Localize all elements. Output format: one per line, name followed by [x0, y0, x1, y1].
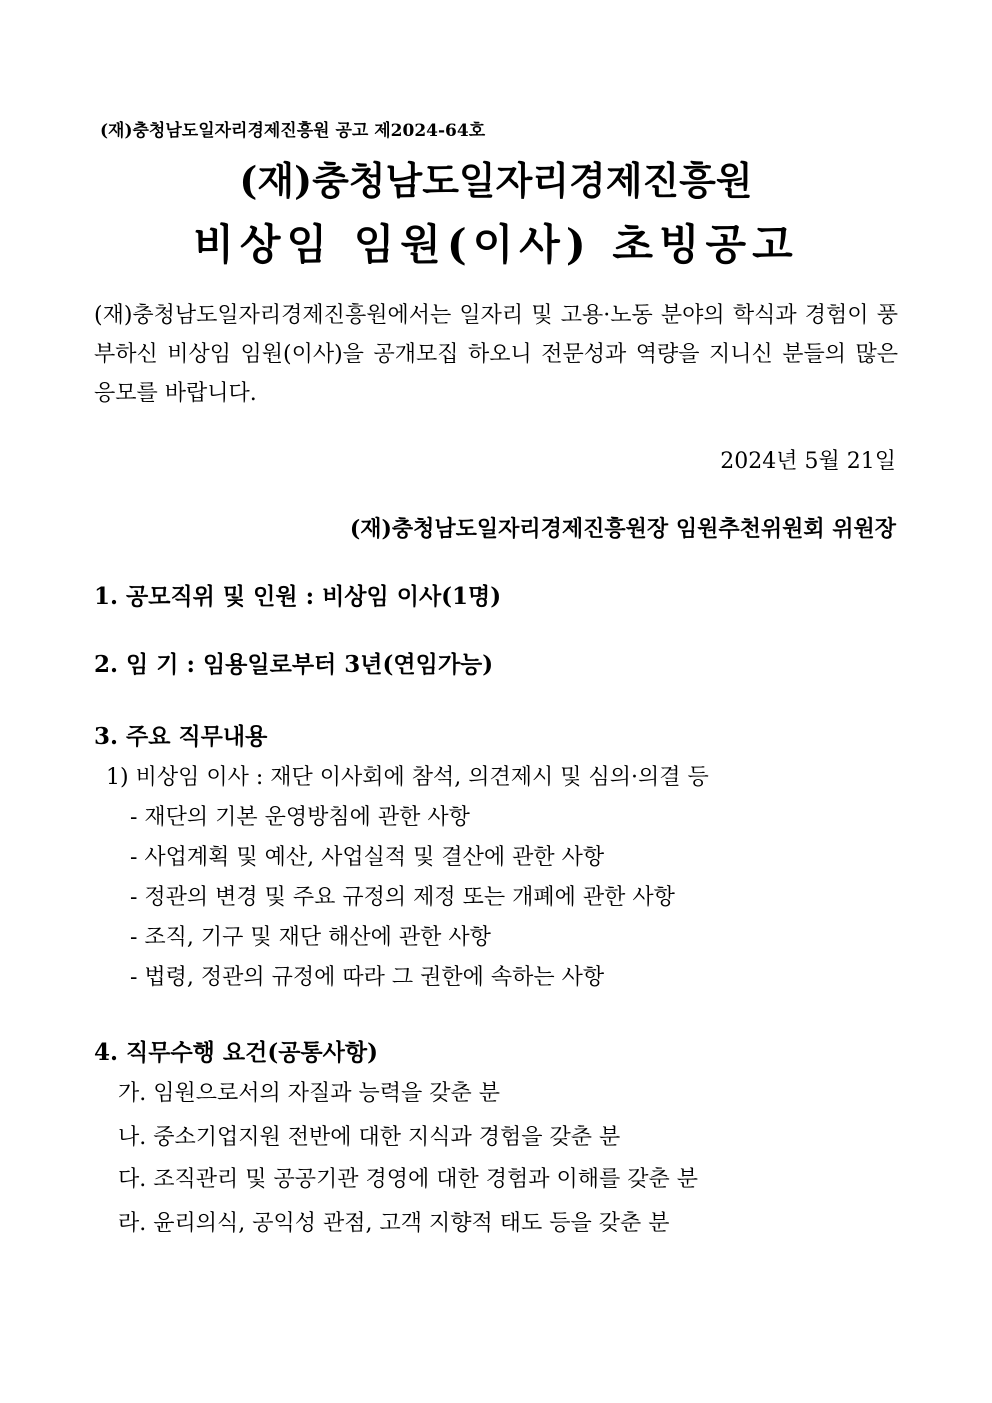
section-3-item: - 법령, 정관의 규정에 따라 그 권한에 속하는 사항: [130, 965, 605, 990]
section-4-item: 라. 윤리의식, 공익성 관점, 고객 지향적 태도 등을 갖춘 분: [118, 1211, 670, 1236]
section-4-item: 나. 중소기업지원 전반에 대한 지식과 경험을 갖춘 분: [118, 1125, 621, 1150]
notice-number: (재)충청남도일자리경제진흥원 공고 제2024-64호: [100, 121, 486, 141]
section-3-item: - 사업계획 및 예산, 사업실적 및 결산에 관한 사항: [130, 845, 605, 870]
section-4-heading: 4. 직무수행 요건(공통사항): [94, 1039, 378, 1066]
section-3-item: - 정관의 변경 및 주요 규정의 제정 또는 개폐에 관한 사항: [130, 885, 675, 910]
section-3-heading: 3. 주요 직무내용: [94, 723, 268, 750]
title-organization: (재)충청남도일자리경제진흥원: [239, 158, 753, 203]
section-4-item: 다. 조직관리 및 공공기관 경영에 대한 경험과 이해를 갖춘 분: [118, 1167, 698, 1192]
section-3-item: - 재단의 기본 운영방침에 관한 사항: [130, 805, 470, 830]
section-1-heading: 1. 공모직위 및 인원 : 비상임 이사(1명): [94, 583, 502, 610]
title-announcement: 비상임 임원(이사) 초빙공고: [193, 220, 799, 269]
section-4-item: 가. 임원으로서의 자질과 능력을 갖춘 분: [118, 1081, 500, 1106]
intro-paragraph: (재)충청남도일자리경제진흥원에서는 일자리 및 고용·노동 분야의 학식과 경험이 풍부하신 비상임 임원(이사)을 공개모집 하오니 전문성과 역량을 지니신 분들의 많은 응모를 바랍니다.: [94, 303, 898, 406]
section-3-item: - 조직, 기구 및 재단 해산에 관한 사항: [130, 925, 491, 950]
notice-date: 2024년 5월 21일: [720, 449, 896, 474]
section-2-heading: 2. 임 기 : 임용일로부터 3년(연임가능): [94, 651, 494, 678]
issuer-signature: (재)충청남도일자리경제진흥원장 임원추천위원회 위원장: [349, 516, 896, 542]
section-3-subheading: 1) 비상임 이사 : 재단 이사회에 참석, 의견제시 및 심의·의결 등: [106, 765, 709, 790]
